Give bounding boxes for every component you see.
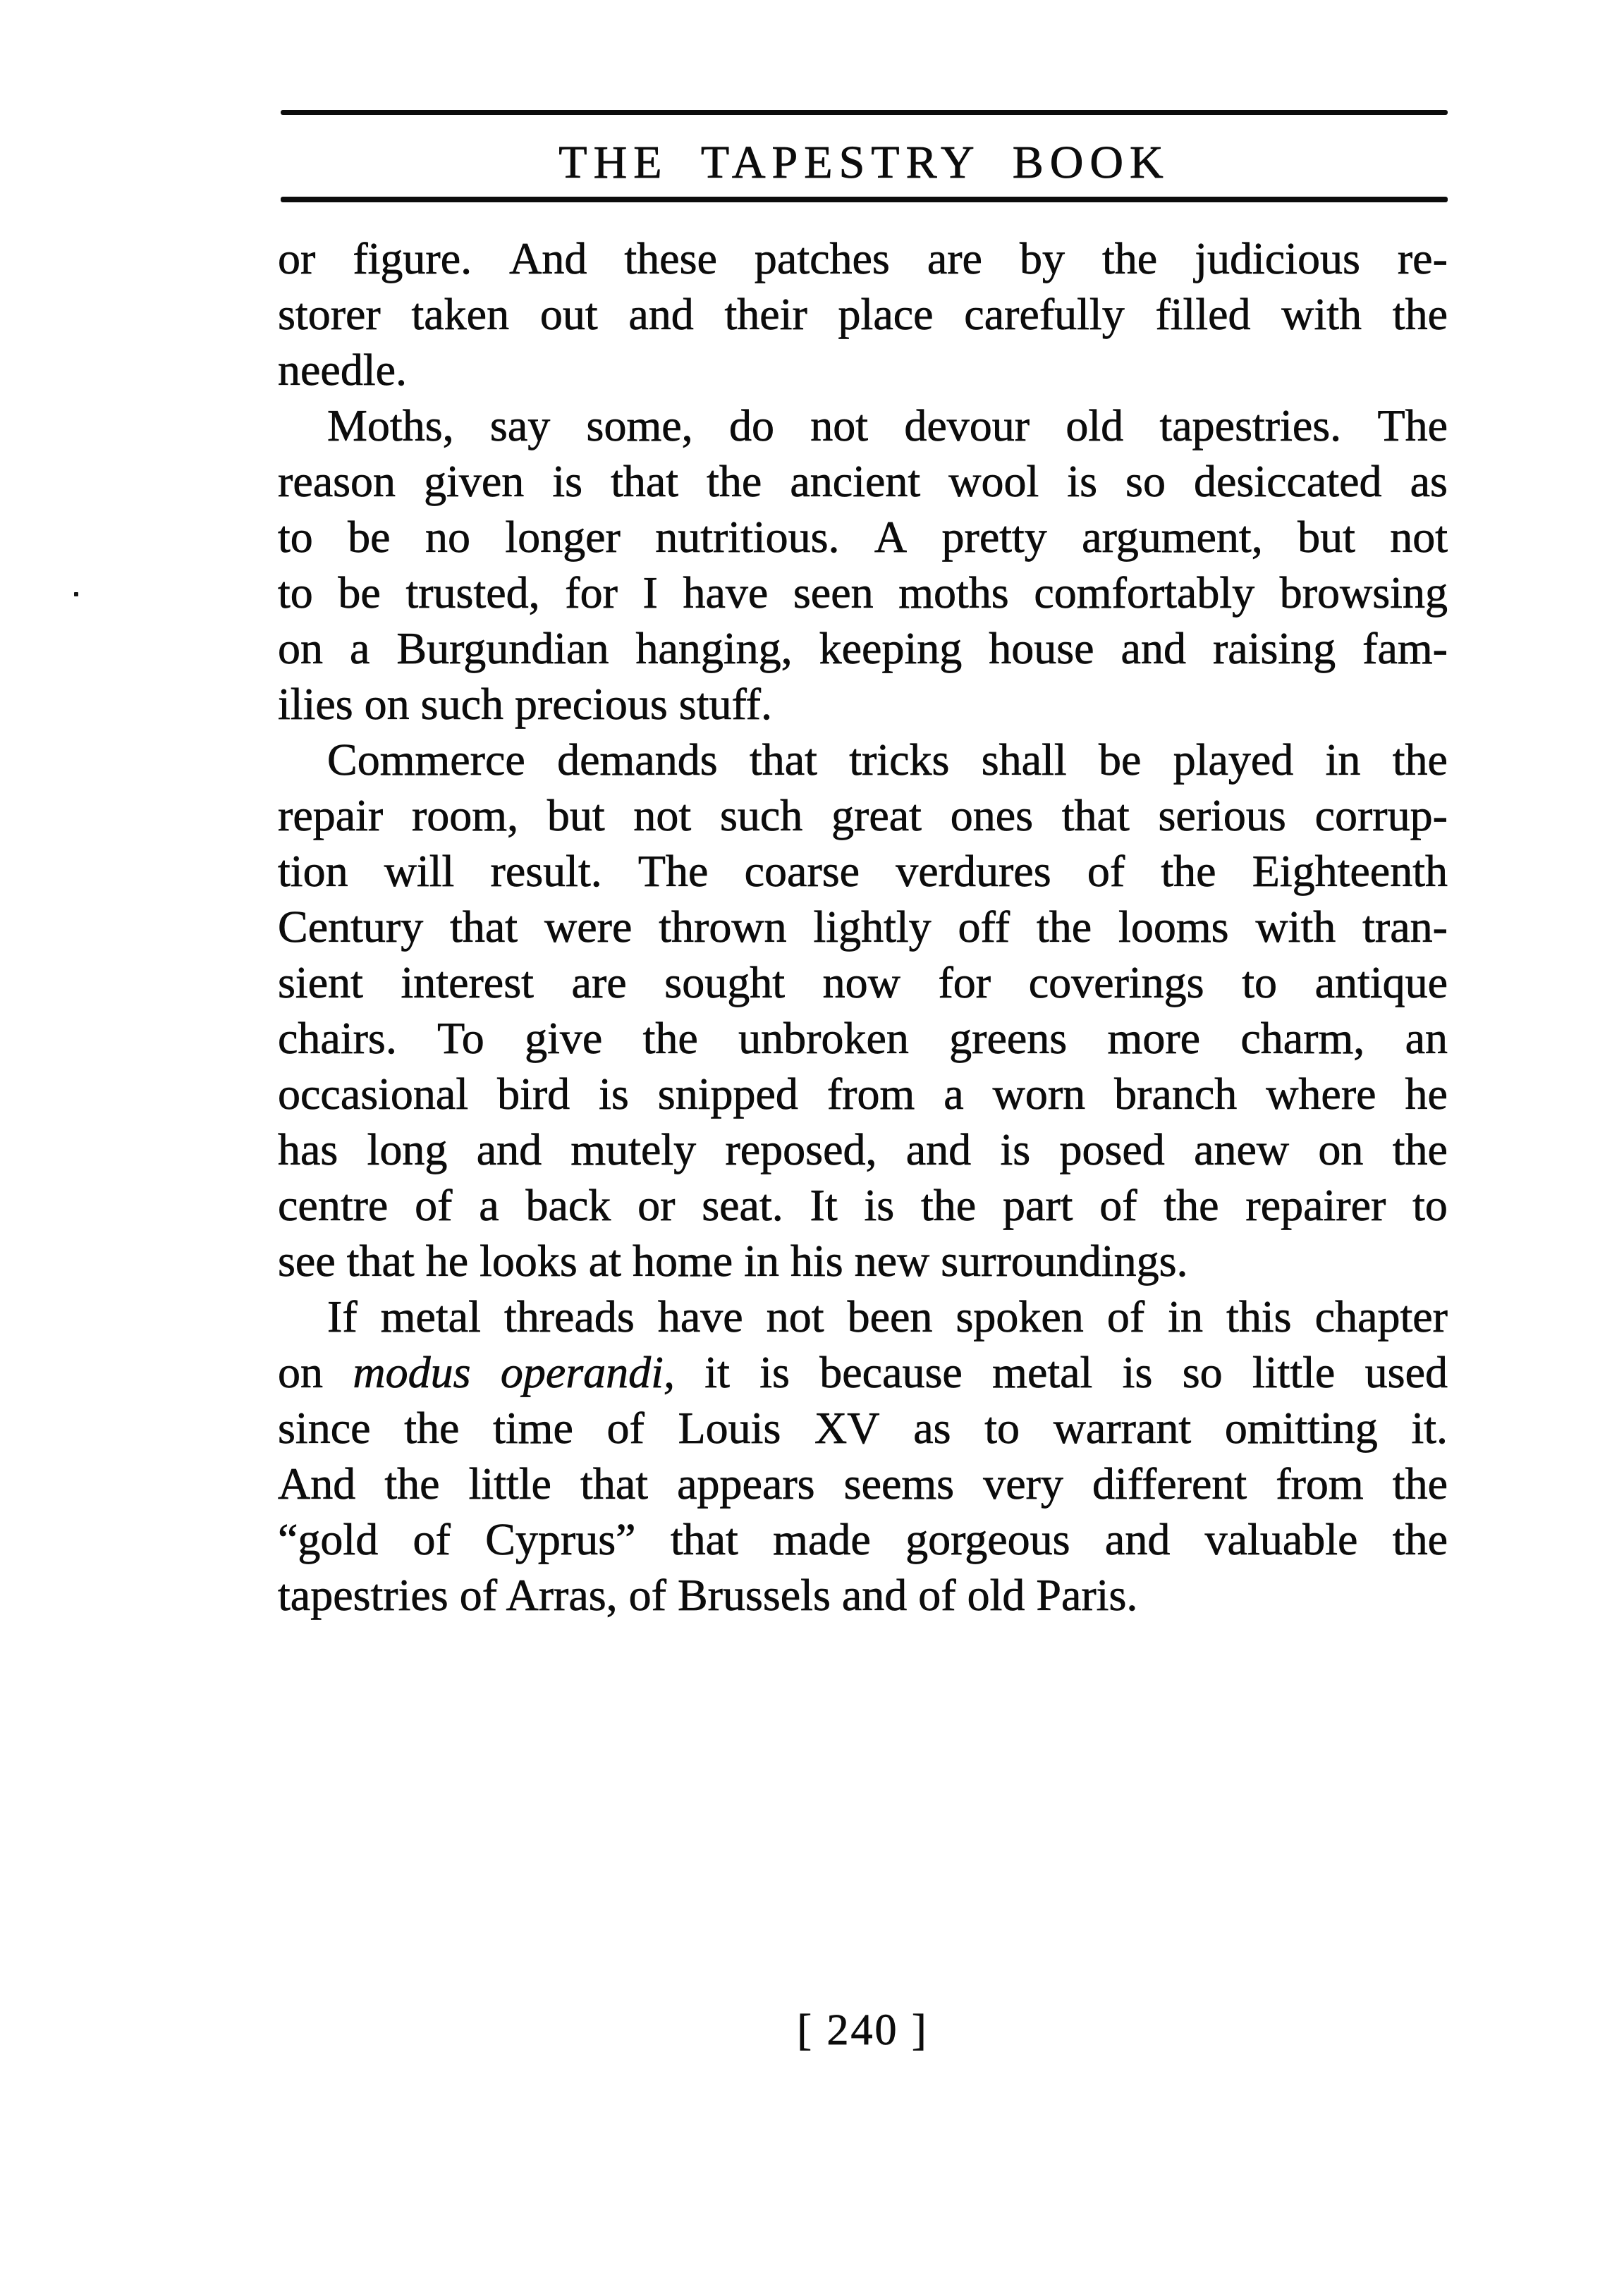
- word: fam-: [1362, 623, 1448, 673]
- word: tapestries.: [1159, 400, 1342, 450]
- text-line: [278, 676, 1448, 732]
- word: Century: [278, 902, 424, 952]
- text-line: [278, 954, 1448, 1010]
- paragraph: [278, 1289, 1448, 1623]
- word: the: [404, 1403, 460, 1453]
- word: XV: [814, 1403, 880, 1453]
- text-line: [278, 899, 1448, 954]
- word: that: [580, 1459, 649, 1509]
- word: the: [707, 456, 762, 506]
- word: longer: [505, 512, 621, 562]
- word: nutritious.: [655, 512, 840, 562]
- word: antique: [1314, 957, 1448, 1007]
- word: raising: [1212, 623, 1336, 673]
- text-line: [278, 1010, 1448, 1066]
- word: a: [350, 623, 370, 673]
- word: no: [425, 512, 470, 562]
- word: made: [773, 1514, 871, 1564]
- text-line: [278, 1066, 1448, 1122]
- word: part: [1002, 1180, 1073, 1230]
- word: moths: [898, 567, 1009, 618]
- word: browsing: [1279, 567, 1448, 618]
- word: of: [1106, 1291, 1145, 1342]
- word: seen: [793, 567, 874, 618]
- word: anew: [1194, 1124, 1290, 1174]
- text-segment: see that he looks at home in his new surroundings.: [278, 1236, 1188, 1286]
- word: will: [384, 846, 455, 896]
- word: for: [938, 957, 991, 1007]
- word: coarse: [744, 846, 860, 896]
- word: ancient: [790, 456, 921, 506]
- word: time: [493, 1403, 573, 1453]
- word: the: [642, 1013, 698, 1063]
- text-line: [278, 286, 1448, 342]
- header-rule-bottom: [281, 197, 1448, 202]
- text-line: [278, 1344, 1448, 1400]
- word: and: [905, 1124, 972, 1174]
- word: devour: [904, 400, 1030, 450]
- word: this: [1226, 1291, 1292, 1342]
- word: ones: [950, 790, 1033, 840]
- word: with: [1255, 902, 1336, 952]
- word: the: [1164, 1180, 1219, 1230]
- word: little: [1252, 1347, 1336, 1397]
- word: re-: [1397, 233, 1448, 283]
- word: it: [704, 1347, 730, 1397]
- word: that: [749, 735, 817, 785]
- word: more: [1107, 1013, 1201, 1063]
- text-line: [278, 1456, 1448, 1511]
- text-line: [278, 1122, 1448, 1177]
- word: hanging,: [635, 623, 793, 673]
- word: verdures: [896, 846, 1051, 896]
- text-line: [278, 453, 1448, 509]
- word: filled: [1155, 289, 1251, 339]
- word: from: [1276, 1459, 1364, 1509]
- word: the: [1392, 1459, 1448, 1509]
- word: tran-: [1362, 902, 1448, 952]
- word: the: [1392, 289, 1448, 339]
- word: are: [927, 233, 982, 283]
- word: Commerce: [327, 735, 525, 785]
- word: valuable: [1204, 1514, 1358, 1564]
- word: for: [565, 567, 618, 618]
- word: the: [1101, 233, 1158, 283]
- word: omitting: [1224, 1403, 1378, 1453]
- word: occasional: [278, 1069, 469, 1119]
- word: such: [719, 790, 803, 840]
- word: comfortably: [1034, 567, 1255, 618]
- word: as: [913, 1403, 951, 1453]
- word: The: [637, 846, 709, 896]
- word: that: [450, 902, 518, 952]
- word: because: [819, 1347, 963, 1397]
- word: is: [1122, 1347, 1153, 1397]
- word: patches: [754, 233, 890, 283]
- word: warrant: [1053, 1403, 1192, 1453]
- word: argument,: [1082, 512, 1263, 562]
- word: and: [476, 1124, 542, 1174]
- text-line: [278, 509, 1448, 565]
- word: of: [606, 1403, 645, 1453]
- word: chapter: [1314, 1291, 1448, 1342]
- word: not: [810, 400, 869, 450]
- paragraph: [278, 732, 1448, 1289]
- word: that: [1061, 790, 1130, 840]
- word: are: [571, 957, 627, 1007]
- text-line: [278, 732, 1448, 787]
- word: is: [1000, 1124, 1031, 1174]
- word: is: [552, 456, 583, 506]
- word: sient: [278, 957, 363, 1007]
- page-number: [ 240 ]: [797, 2006, 929, 2054]
- word: to: [984, 1403, 1020, 1453]
- word: on: [1318, 1124, 1364, 1174]
- word: the: [920, 1180, 977, 1230]
- word: in: [1325, 735, 1361, 785]
- word: Burgundian: [396, 623, 609, 673]
- text-line: [278, 1400, 1448, 1456]
- word: wool: [948, 456, 1039, 506]
- header-rule-top: [281, 110, 1448, 115]
- paragraph: [278, 231, 1448, 398]
- word: appears: [677, 1459, 815, 1509]
- word: give: [525, 1013, 603, 1063]
- text-line: [278, 843, 1448, 899]
- word: mutely: [570, 1124, 697, 1174]
- word: thrown: [659, 902, 787, 952]
- word: looms: [1118, 902, 1229, 952]
- word: since: [278, 1403, 371, 1453]
- word: threads: [503, 1291, 635, 1342]
- word: little: [468, 1459, 551, 1509]
- text-line: [278, 342, 1448, 398]
- word: is: [864, 1180, 895, 1230]
- word: Moths,: [327, 400, 454, 450]
- word: has: [278, 1124, 338, 1174]
- word: have: [657, 1291, 743, 1342]
- word: spoken: [955, 1291, 1084, 1342]
- word: old: [1065, 400, 1124, 450]
- word: metal: [380, 1291, 481, 1342]
- word: figure.: [353, 233, 472, 283]
- word: so: [1125, 456, 1166, 506]
- text-segment: ilies on such precious stuff.: [278, 679, 772, 729]
- word: greens: [949, 1013, 1068, 1063]
- word: room,: [411, 790, 519, 840]
- word: back: [525, 1180, 611, 1230]
- word: not: [766, 1291, 824, 1342]
- paragraph: [278, 398, 1448, 732]
- word: If: [327, 1291, 358, 1342]
- text-line: [278, 231, 1448, 286]
- word: unbroken: [738, 1013, 909, 1063]
- word: interest: [401, 957, 534, 1007]
- word: now: [822, 957, 900, 1007]
- word: long: [367, 1124, 448, 1174]
- word: of: [1099, 1180, 1137, 1230]
- word: been: [847, 1291, 933, 1342]
- word: To: [437, 1013, 484, 1063]
- word: and: [1104, 1514, 1171, 1564]
- word: be: [338, 567, 381, 618]
- word: It: [810, 1180, 838, 1230]
- word: shall: [981, 735, 1067, 785]
- word: on: [278, 1347, 323, 1397]
- word: the: [1392, 735, 1448, 785]
- word: used: [1364, 1347, 1448, 1397]
- word: the: [1392, 1124, 1448, 1174]
- text-segment: tapestries of Arras, of Brussels and of old Paris.: [278, 1570, 1138, 1620]
- text-line: [278, 1511, 1448, 1567]
- word: branch: [1114, 1069, 1238, 1119]
- text-line: [278, 398, 1448, 453]
- word: is: [759, 1347, 790, 1397]
- word: in: [1168, 1291, 1204, 1342]
- word: storer: [278, 289, 381, 339]
- word: I: [642, 567, 658, 618]
- word: judicious: [1195, 233, 1360, 283]
- word: posed: [1059, 1124, 1165, 1174]
- word: taken: [411, 289, 510, 339]
- word: A: [874, 512, 908, 562]
- word: on: [278, 623, 323, 673]
- word: say: [489, 400, 551, 450]
- word: reposed,: [725, 1124, 877, 1174]
- word: but: [547, 790, 605, 840]
- word: it.: [1411, 1403, 1448, 1453]
- word: modus: [353, 1347, 471, 1397]
- word: desiccated: [1194, 456, 1382, 506]
- word: metal: [992, 1347, 1093, 1397]
- word: the: [1036, 902, 1092, 952]
- word: Eighteenth: [1252, 846, 1448, 896]
- word: not: [1390, 512, 1448, 562]
- word: he: [1405, 1069, 1448, 1119]
- word: that: [611, 456, 679, 506]
- word: very: [983, 1459, 1063, 1509]
- word: worn: [992, 1069, 1086, 1119]
- word: charm,: [1240, 1013, 1365, 1063]
- text-line: [278, 1289, 1448, 1344]
- word: serious: [1158, 790, 1286, 840]
- text-segment: needle.: [278, 345, 407, 395]
- word: to: [1242, 957, 1277, 1007]
- word: operandi,: [500, 1347, 675, 1397]
- word: to: [278, 567, 313, 618]
- scan-artifact: [74, 592, 78, 596]
- word: given: [424, 456, 525, 506]
- word: as: [1410, 456, 1448, 506]
- word: result.: [490, 846, 602, 896]
- page-header-title: THE TAPESTRY BOOK: [558, 137, 1170, 188]
- word: were: [544, 902, 633, 952]
- word: or: [278, 233, 316, 283]
- word: tricks: [849, 735, 950, 785]
- word: and: [1121, 623, 1186, 673]
- word: seat.: [702, 1180, 783, 1230]
- word: Cyprus”: [485, 1514, 636, 1564]
- word: not: [633, 790, 692, 840]
- word: be: [348, 512, 391, 562]
- word: And: [278, 1459, 356, 1509]
- word: demands: [557, 735, 718, 785]
- body-text: [278, 231, 1448, 1623]
- word: sought: [664, 957, 785, 1007]
- word: an: [1405, 1013, 1448, 1063]
- word: by: [1019, 233, 1065, 283]
- word: corrup-: [1314, 790, 1448, 840]
- word: with: [1281, 289, 1362, 339]
- word: pretty: [941, 512, 1047, 562]
- word: be: [1098, 735, 1142, 785]
- word: And: [509, 233, 587, 283]
- word: and: [628, 289, 694, 339]
- word: different: [1092, 1459, 1247, 1509]
- word: snipped: [657, 1069, 798, 1119]
- word: out: [539, 289, 598, 339]
- word: carefully: [964, 289, 1125, 339]
- word: the: [1392, 1514, 1448, 1564]
- text-line: [278, 565, 1448, 620]
- word: or: [637, 1180, 676, 1230]
- word: gorgeous: [905, 1514, 1070, 1564]
- word: of: [413, 1514, 451, 1564]
- word: “gold: [278, 1514, 379, 1564]
- text-line: [278, 1233, 1448, 1289]
- word: but: [1297, 512, 1355, 562]
- word: played: [1173, 735, 1294, 785]
- text-line: [278, 1177, 1448, 1233]
- word: chairs.: [278, 1013, 397, 1063]
- text-line: [278, 787, 1448, 843]
- word: coverings: [1028, 957, 1204, 1007]
- word: to: [278, 512, 313, 562]
- word: tion: [278, 846, 348, 896]
- word: bird: [497, 1069, 570, 1119]
- word: great: [831, 790, 922, 840]
- word: The: [1377, 400, 1448, 450]
- word: house: [989, 623, 1094, 673]
- word: where: [1266, 1069, 1376, 1119]
- word: from: [826, 1069, 915, 1119]
- word: so: [1182, 1347, 1223, 1397]
- word: is: [1067, 456, 1097, 506]
- word: some,: [586, 400, 693, 450]
- word: do: [728, 400, 774, 450]
- word: keeping: [819, 623, 963, 673]
- word: the: [1161, 846, 1216, 896]
- word: a: [944, 1069, 964, 1119]
- word: repairer: [1245, 1180, 1386, 1230]
- text-line: [278, 1567, 1448, 1623]
- word: off: [958, 902, 1010, 952]
- word: trusted,: [405, 567, 540, 618]
- word: the: [384, 1459, 440, 1509]
- word: of: [415, 1180, 453, 1230]
- word: centre: [278, 1180, 389, 1230]
- word: to: [1412, 1180, 1448, 1230]
- word: is: [599, 1069, 629, 1119]
- word: Louis: [678, 1403, 781, 1453]
- word: repair: [278, 790, 384, 840]
- word: seems: [843, 1459, 955, 1509]
- word: have: [683, 567, 769, 618]
- word: their: [724, 289, 807, 339]
- word: these: [624, 233, 717, 283]
- word: of: [1087, 846, 1125, 896]
- word: lightly: [813, 902, 932, 952]
- word: that: [670, 1514, 738, 1564]
- word: reason: [278, 456, 396, 506]
- text-line: [278, 620, 1448, 676]
- word: place: [838, 289, 934, 339]
- word: a: [479, 1180, 499, 1230]
